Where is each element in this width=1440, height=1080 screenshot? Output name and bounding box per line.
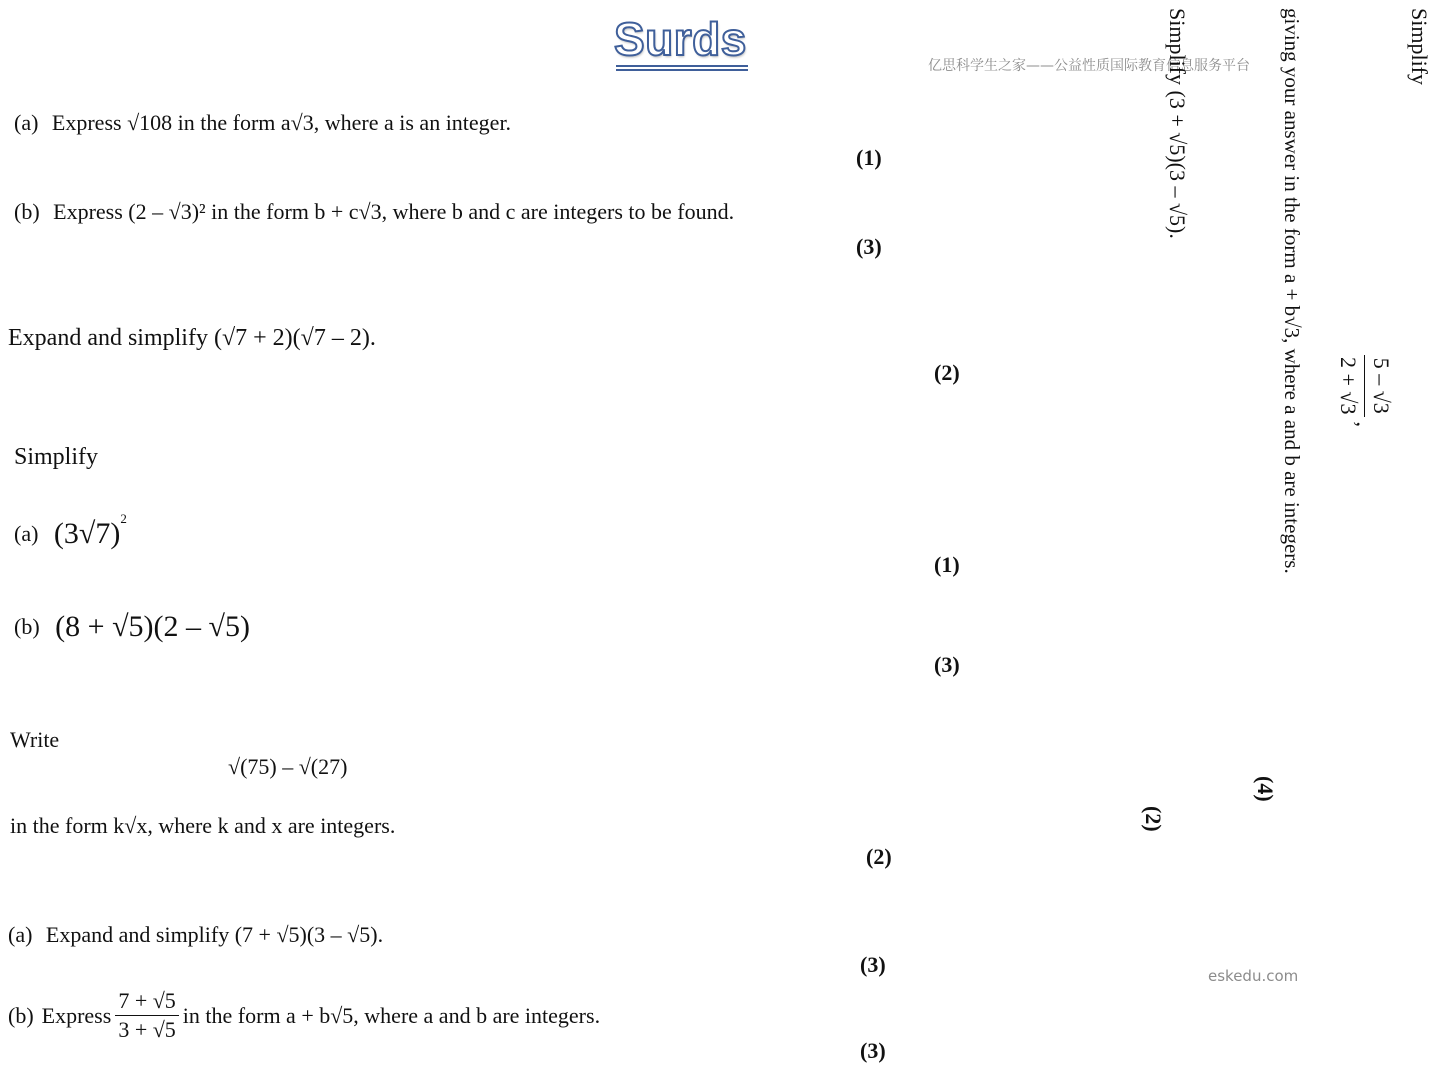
q2-text: Expand and simplify (√7 + 2)(√7 – 2). <box>8 325 376 351</box>
q3-a-mark: (1) <box>934 552 960 577</box>
q1-b <box>14 201 734 223</box>
q5-a-label: (a) <box>8 922 33 947</box>
rot-fraction-numerator: 5 – √3 <box>1364 355 1394 417</box>
q1-b-label: (b) <box>14 199 40 224</box>
rot-mark-2: (2) <box>1141 806 1166 832</box>
page-title: Surds <box>614 13 747 65</box>
q4-heading: Write <box>10 727 60 752</box>
q1-a <box>14 112 511 134</box>
q1-b-mark: (3) <box>856 234 882 259</box>
source-domain: eskedu.com <box>1208 967 1299 985</box>
rot-fraction <box>1335 354 1394 417</box>
q3-heading: Simplify <box>14 444 99 470</box>
q1-a-mark: (1) <box>856 145 882 170</box>
q3-b <box>14 612 250 642</box>
q5-b-fraction <box>115 990 178 1041</box>
rot-giving-text: giving your answer in the form a + b√3, where a and b are integers. <box>1280 8 1304 574</box>
q5-b-mark: (3) <box>860 1038 886 1063</box>
q5-b-prefix: Express <box>41 1002 112 1028</box>
q3-b-mark: (3) <box>934 652 960 677</box>
rot-simplify-word: Simplify <box>1407 8 1432 86</box>
rot-simplify-product: Simplify (3 + √5)(3 – √5). <box>1165 8 1190 239</box>
q4-text: in the form k√x, where k and x are integers. <box>10 813 396 838</box>
q5-a-text: Expand and simplify (7 + √5)(3 – √5). <box>45 922 384 947</box>
rot-fraction-tail: , <box>1352 421 1378 427</box>
rot-fraction-group <box>1335 350 1394 427</box>
q5-b-numerator: 7 + √5 <box>115 990 178 1016</box>
q3-a <box>14 512 127 549</box>
q5-b-label: (b) <box>8 1002 34 1028</box>
q3-a-label: (a) <box>14 521 39 546</box>
q1-b-text: Express (2 – √3)² in the form b + c√3, where b and c are integers to be found. <box>53 199 735 224</box>
rot-mark-4: (4) <box>1253 776 1278 802</box>
q4-expr: √(75) – √(27) <box>228 754 348 779</box>
title-underline-2 <box>616 69 748 71</box>
q5-a <box>8 924 383 946</box>
q3-b-expr: (8 + √5)(2 – √5) <box>55 610 250 643</box>
q5-b-denominator: 3 + √5 <box>118 1017 176 1042</box>
q4-mark: (2) <box>866 844 892 869</box>
q1-a-text: Express √108 in the form a√3, where a is an integer. <box>51 110 512 135</box>
q1-a-label: (a) <box>14 110 39 135</box>
watermark-text: 亿思科学生之家——公益性质国际教育信息服务平台 <box>928 58 1250 74</box>
q3-b-label: (b) <box>14 614 40 639</box>
rot-fraction-denominator: 2 + √3 <box>1336 357 1361 415</box>
q5-b-suffix: in the form a + b√5, where a and b are integers. <box>182 1002 601 1028</box>
q5-b <box>8 990 600 1041</box>
title-underline-1 <box>616 65 748 67</box>
q3-a-power: 2 <box>120 511 127 526</box>
q5-a-mark: (3) <box>860 952 886 977</box>
q3-a-expr: (3√7) <box>53 517 121 550</box>
q2-mark: (2) <box>934 360 960 385</box>
